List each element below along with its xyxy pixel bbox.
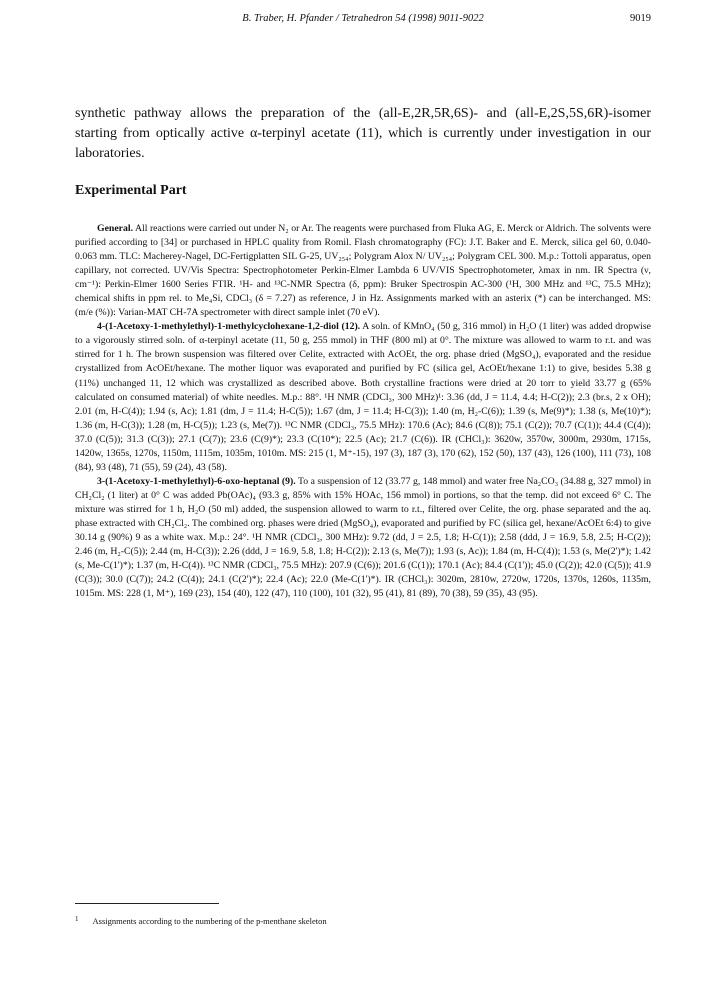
compound-9-text: To a suspension of 12 (33.77 g, 148 mmol) and water free Na₂CO₃ (34.88 g, 327 mmol) in CH₂Cl₂ (1 liter) at 0° C was added Pb(OAc)₄ (93.3 g, 85% with 15% HOAc, 156 mmol) in portions, so that the temp. did not exceed 6° C. The mixture was stirred for 1 h, H₂O (50 ml) added, the suspension allowed to warm to r.t., filtered over Celite, the org. phase separated and the aq. phase extracted with CH₂Cl₂. The combined org. phases were dried (MgSO₄), evaporated and purified by FC (silica gel, hexane/AcOEt 6:4) to give 30.14 g (90%) 9 as a white wax. M.p.: 24°. ¹H NMR (CDCl₃, 300 MHz): 9.72 (dd, J = 2.5, 1.8; H-C(1)); 2.58 (ddd, J = 16.9, 5.8, 2.5; H-C(2)); 2.46 (m, H₂-C(5)); 2.44 (m, H-C(3)); 2.26 (ddd, J = 16.9, 5.8, 1.8; H-C(2)); 2.13 (s, Me(7)); 1.93 (s, Ac)); 1.84 (m, H-C(4)); 1.53 (s, Me(2')*); 1.42 (s, Me-C(1')*); 1.37 (m, H-C(4)). ¹³C NMR (CDCl₃, 75.5 MHz): 207.9 (C(6)); 201.6 (C(1)); 170.1 (Ac); 84.4 (C(1')); 45.0 (C(2)); 42.0 (C(5)); 41.9 (C(3)); 30.0 (C(7)); 24.2 (C(4)); 24.1 (C(2')*); 22.4 (Ac); 22.0 (Me-C(1')*). IR (CHCl₃): 3020m, 2810w, 2720w, 1720s, 1370s, 1260s, 1135m, 1015m. MS: 228 (1, M⁺), 169 (23), 154 (40), 122 (47), 110 (100), 101 (32), 95 (41), 81 (89), 70 (38), 59 (35), 43 (95). [75,475,652,600]
running-head: B. Traber, H. Pfander / Tetrahedron 54 (1998) 9011-9022 [242,13,484,24]
compound-12-paragraph [75,320,651,475]
footnote-rule [75,903,219,904]
compound-9-lead: 3-(1-Acetoxy-1-methylethyl)-6-oxo-heptanal (9). [97,475,296,487]
footnote [75,916,651,928]
experimental-body [75,222,651,601]
intro-paragraph: synthetic pathway allows the preparation of the (all-E,2R,5R,6S)- and (all-E,2S,5S,6R)-isomer starting from optically active α-terpinyl acetate (11), which is currently under investigation in our laboratories. [75,106,651,161]
general-paragraph [75,222,651,320]
compound-12-lead: 4-(1-Acetoxy-1-methylethyl)-1-methylcyclohexane-1,2-diol (12). [97,321,361,333]
general-text: All reactions were carried out under N₂ or Ar. The reagents were purchased from Fluka AG, E. Merck or Aldrich. The solvents were purified according to [34] or purchased in HPLC quality from Romil. Flash chromatography (FC): J.T. Baker and E. Merck, silica gel 60, 0.040-0.063 mm. TLC: Macherey-Nagel, DC-Fertigplatten SIL G-25, UV₂₅₄; Polygram Alox N/ UV₂₅₄; Polygram CEL 300. M.p.: Tottoli apparatus, open capillary, not corrected. UV/Vis Spectra: Spectrophotometer Perkin-Elmer Lambda 6 UV/VIS Spectrophotometer, λmax in nm. IR Spectra (ν, cm⁻¹): Perkin-Elmer 1600 Series FTIR. ¹H- and ¹³C-NMR Spectra (δ, ppm): Bruker Spectrospin AC-300 (¹H, 300 MHz and ¹³C, 75.5 MHz); chemical shifts in ppm rel. to Me₄Si, CDCl₃ (δ = 7.27) as reference, J in Hz. Assignments marked with an asterix (*) can be interchanged. MS: (m/e (%)): Varian-MAT CH-7A spectrometer with direct sample inlet (70 eV). [75,223,651,319]
footnote-text: Assignments according to the numbering of the p-menthane skeleton [92,916,327,926]
compound-9-paragraph [75,475,651,601]
section-heading: Experimental Part [75,183,187,198]
page-number: 9019 [630,13,651,24]
general-lead: General. [97,223,134,234]
compound-12-text: A soln. of KMnO₄ (50 g, 316 mmol) in H₂O (1 liter) was added dropwise to a vigorously stirred soln. of α-terpinyl acetate (11, 50 g, 255 mmol) in THF (800 ml) at 0°. The mixture was allowed to warm to r.t. and was stirred for 1 h. The brown suspension was filtered over Celite, extracted with AcOEt, the org. phase dried (MgSO₄), evaporated and the residue crystallized from AcOEt/hexane. The mother liquor was evaporated and purified by FC (silica gel, AcOEt/hexane 1:1) to give, besides 5.38 g (11%) unchanged 11, 12 which was crystallized as described above. Both crystalline fractions were dried at 20 torr to yield 33.77 g (65% calculated on consumed material) of white needles. M.p.: 88°. ¹H NMR (CDCl₃, 300 MHz)¹: 3.36 (dd, J = 11.4, 4.4; H-C(2)); 2.3 (br.s, 2 x OH); 2.01 (m, H-C(4)); 1.94 (s, Ac); 1.81 (dm, J = 11.4; H-C(5)); 1.67 (dm, J = 11.4; H-C(3)); 1.40 (m, H₂-C(6)); 1.39 (s, Me(9)*); 1.38 (s, Me(10)*); 1.36 (m, H-C(3)); 1.28 (m, H-C(5)); 1.23 (s, Me(7)). ¹³C NMR (CDCl₃, 75.5 MHz): 170.6 (Ac); 84.6 (C(8)); 75.1 (C(2)); 70.7 (C(1)); 44.4 (C(4)); 37.0 (C(5)); 31.3 (C(3)); 27.1 (C(7)); 23.6 (C(9)*); 23.3 (C(10*); 22.5 (Ac); 21.7 (C(6)). IR (CHCl₃): 3620w, 3570w, 3000m, 2930m, 1715s, 1420w, 1365s, 1270s, 1150m, 1115m, 1035m, 1010m. MS: 215 (1, M⁺-15), 197 (3), 187 (3), 170 (62), 152 (50), 137 (43), 126 (100), 111 (73), 108 (84), 93 (48), 71 (55), 59 (24), 43 (58). [75,321,651,473]
footnote-mark: 1 [75,915,79,923]
